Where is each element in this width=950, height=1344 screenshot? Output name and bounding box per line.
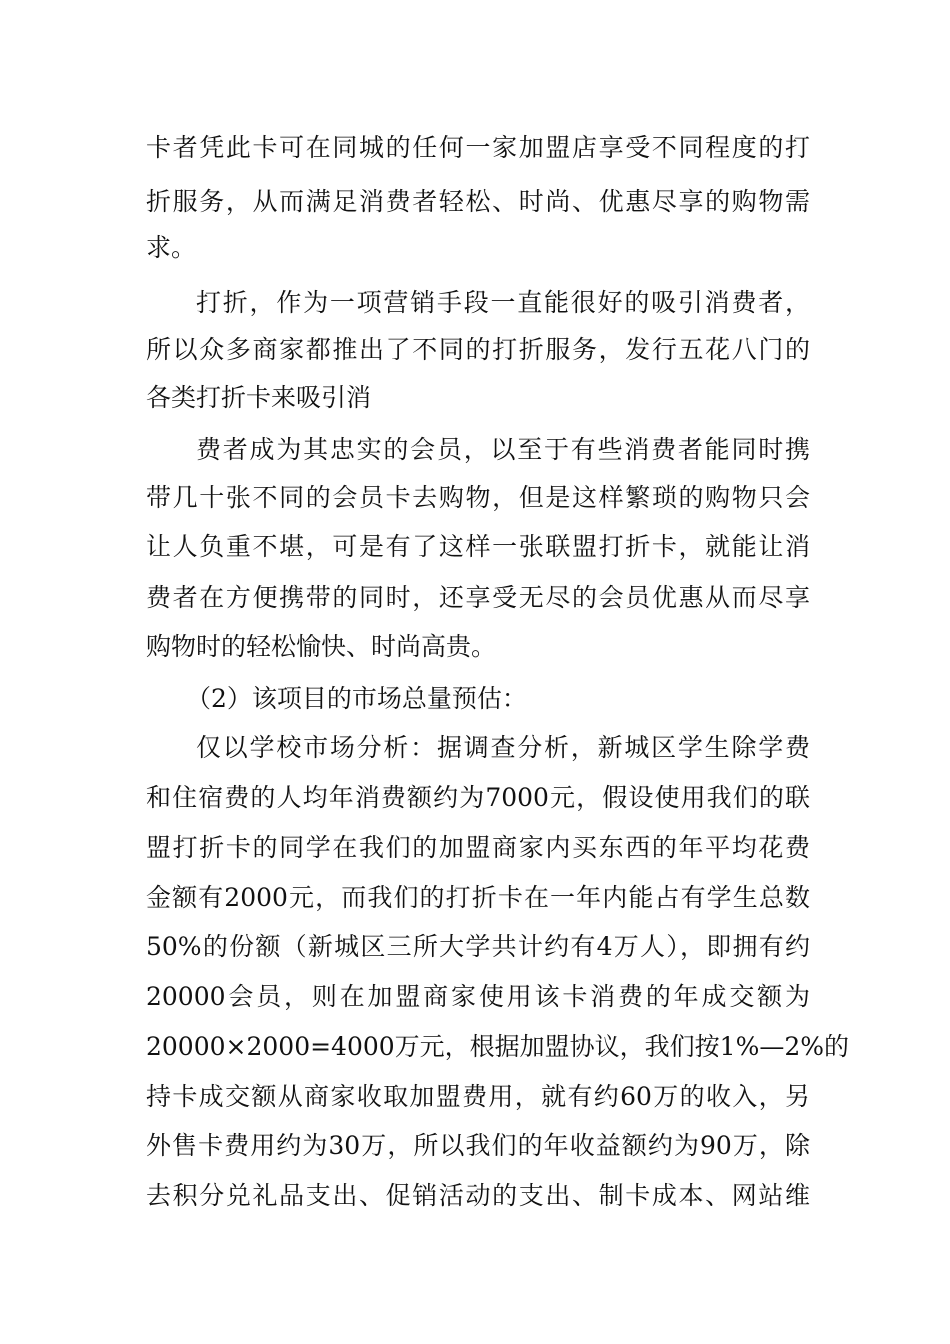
text-line: 各类打折卡来吸引消 — [146, 383, 372, 412]
text-line: 20000×2000=4000万元，根据加盟协议，我们按1%—2%的 — [146, 1032, 849, 1061]
text-line: 盟打折卡的同学在我们的加盟商家内买东西的年平均花费 — [146, 833, 810, 862]
text-line: 仅以学校市场分析：据调查分析，新城区学生除学费 — [196, 733, 810, 762]
text-line: 卡者凭此卡可在同城的任何一家加盟店享受不同程度的打 — [146, 133, 810, 162]
text-line: 费者在方便携带的同时，还享受无尽的会员优惠从而尽享 — [146, 583, 810, 612]
text-line: 购物时的轻松愉快、时尚高贵。 — [146, 632, 497, 661]
text-line: 求。 — [146, 233, 197, 262]
text-line: 外售卡费用约为30万，所以我们的年收益额约为90万，除 — [146, 1131, 810, 1160]
text-line: 所以众多商家都推出了不同的打折服务，发行五花八门的 — [146, 335, 810, 364]
text-line: 金额有2000元，而我们的打折卡在一年内能占有学生总数 — [146, 883, 810, 912]
text-line: 去积分兑礼品支出、促销活动的支出、制卡成本、网站维 — [146, 1181, 810, 1210]
text-line: 让人负重不堪，可是有了这样一张联盟打折卡，就能让消 — [146, 532, 810, 561]
text-line: 费者成为其忠实的会员，以至于有些消费者能同时携 — [196, 435, 810, 464]
text-line: 折服务，从而满足消费者轻松、时尚、优惠尽享的购物需 — [146, 187, 810, 216]
text-line: 持卡成交额从商家收取加盟费用，就有约60万的收入，另 — [146, 1082, 810, 1111]
text-line: 和住宿费的人均年消费额约为7000元，假设使用我们的联 — [146, 783, 810, 812]
text-line: 带几十张不同的会员卡去购物，但是这样繁琐的购物只会 — [146, 483, 810, 512]
text-line: 20000会员，则在加盟商家使用该卡消费的年成交额为 — [146, 982, 810, 1011]
text-line: 打折，作为一项营销手段一直能很好的吸引消费者， — [196, 288, 810, 317]
section-heading: （2）该项目的市场总量预估： — [186, 684, 527, 713]
text-line: 50%的份额（新城区三所大学共计约有4万人），即拥有约 — [146, 932, 810, 961]
